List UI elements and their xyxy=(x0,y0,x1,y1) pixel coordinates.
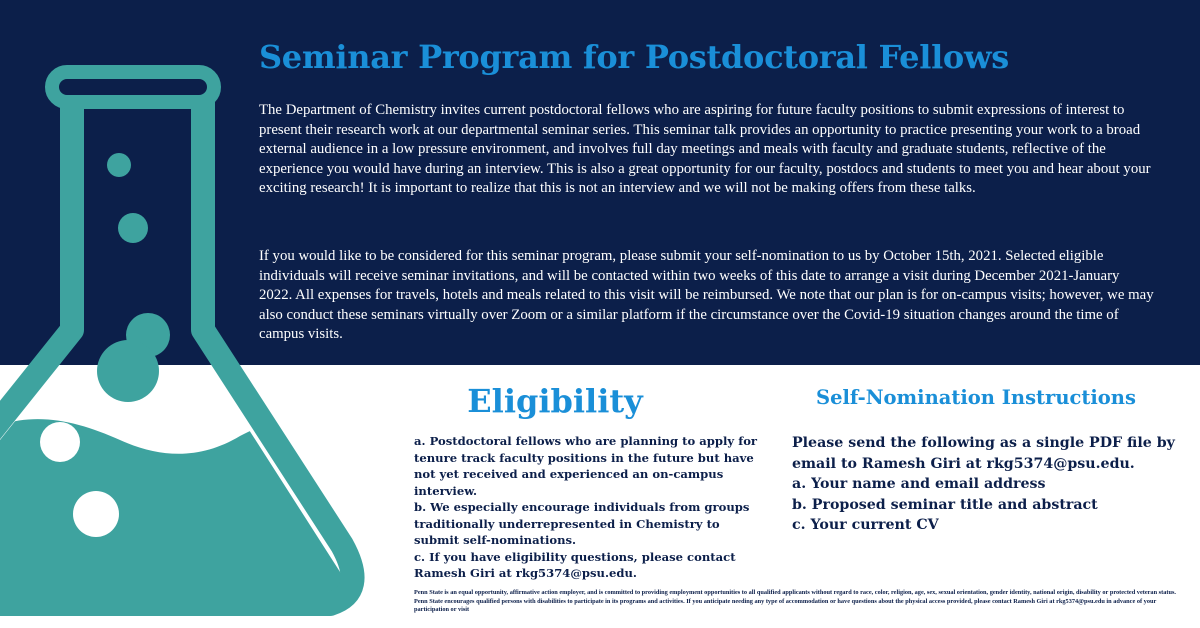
nomination-intro: Please send the following as a single PDF file by email to Ramesh Giri at rkg5374@psu.edu. xyxy=(792,435,1175,472)
intro-paragraph-deadline: If you would like to be considered for this seminar program, please submit your self-nomination to us by October 15th, 2021. Selected eligible individuals will receive seminar invitations, and will be contacted within two weeks of this date to arrange a visit during December 2021-January 2022. All expenses for travels, hotels and meals related to this visit will be reimbursed. We note that our plan is for on-campus visits; however, we may also conduct these seminars virtually over Zoom or a similar platform if the circumstance over the Covid-19 situation changes around the time of campus visits. xyxy=(259,248,1154,342)
page-title: Seminar Program for Postdoctoral Fellows xyxy=(259,38,1009,76)
bubble xyxy=(73,491,119,537)
eligibility-list xyxy=(414,433,759,582)
bubble xyxy=(40,422,80,462)
bubble xyxy=(107,153,131,177)
eligibility-item: c. If you have eligibility questions, please contact Ramesh Giri at rkg5374@psu.edu. xyxy=(414,549,736,580)
nomination-list xyxy=(792,474,1184,536)
equal-opportunity-footer: Penn State is an equal opportunity, affirmative action employer, and is committed to providing employment opportunities to all qualified applicants without regard to race, color, religion, age, sex, sexual orientation, gender identity, national origin, disability or protected veteran status. Penn State encourages qualified persons with disabilities to participate in its programs and activities. If you anticipate needing any type of accommodation or have questions about the physical access provided, please contact Ramesh Giri at rkg5374@psu.edu in advance of your participation or visit xyxy=(414,589,1176,614)
eligibility-item: b. We especially encourage individuals from groups traditionally underrepresented in Chemistry to submit self-nominations. xyxy=(414,500,750,547)
bubble xyxy=(97,340,159,402)
nomination-item: a. Your name and email address xyxy=(792,476,1046,492)
nomination-item: c. Your current CV xyxy=(792,517,939,533)
eligibility-heading: Eligibility xyxy=(467,382,643,420)
flask-rim xyxy=(52,72,214,102)
bubble xyxy=(118,213,148,243)
nomination-heading: Self-Nomination Instructions xyxy=(816,386,1136,409)
intro-paragraph: The Department of Chemistry invites current postdoctoral fellows who are aspiring for future faculty positions to submit expressions of interest to present their research work at our departmental seminar series. This seminar talk provides an opportunity to practice presenting your work to a broad external audience in a low pressure environment, and involves full day meetings and meals with faculty and graduate students, reflective of the experience you would have during an interview. This is also a great opportunity for our faculty, postdocs and students to meet you and hear about your exciting research! It is important to realize that this is not an interview and we will not be making offers from these talks. xyxy=(259,102,1151,196)
eligibility-item: a. Postdoctoral fellows who are planning to apply for tenure track faculty positions in the future but have not yet received and experienced an on-campus interview. xyxy=(414,434,758,498)
nomination-item: b. Proposed seminar title and abstract xyxy=(792,496,1098,513)
